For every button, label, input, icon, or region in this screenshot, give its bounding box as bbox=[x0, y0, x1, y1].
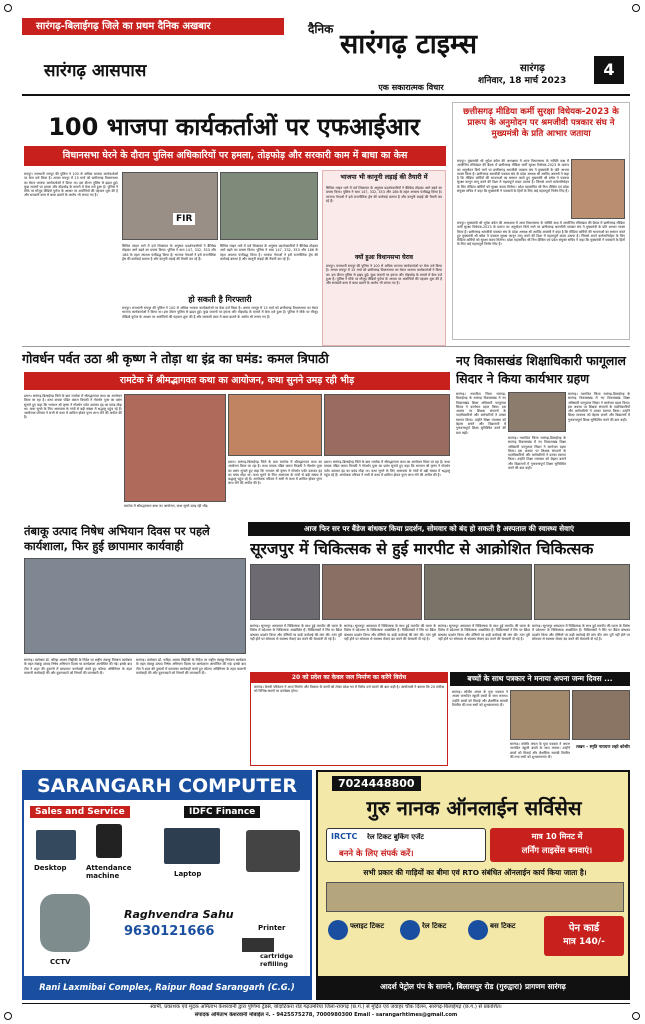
ad-guru-nanak bbox=[316, 770, 630, 1000]
ad-1-subtitle: Sales and Service bbox=[30, 806, 130, 818]
licence-block bbox=[490, 828, 624, 862]
vehicles-photo bbox=[326, 882, 624, 912]
footer-line-2: संपादक अमिताभ केशरवानी मोबाईल नं. - 9425575278, 7000980300 Email - sarangarhtimes@gmail.com bbox=[194, 1012, 458, 1018]
story-2-headline: गोवर्धन पर्वत उठा श्री कृष्ण ने तोड़ा था इंद्र का घमंड: कमल त्रिपाठी bbox=[22, 351, 329, 366]
bjp-box-subheading: क्यों हुआ विधानसभा घेराव bbox=[354, 254, 413, 261]
birthday-photo bbox=[510, 690, 570, 740]
story-6-body-col-1: सारंगढ़। कोसीर अंचल के युवा पत्रकार ने अपना जन्मदिन स्कूली बच्चों के साथ मनाया। उन्होंने बच्चों को मिठाई और शैक्षणिक सामग्री वितरित की तथा सभी को शुभकामनाएं दीं। bbox=[452, 690, 508, 707]
lead-subhead: विधानसभा घेरने के दौरान पुलिस अधिकारियों पर हमला, तोड़फोड़ और सरकारी काम में बाधा का केस bbox=[24, 146, 446, 166]
health-strip: आज फिर सर पर बैंडेज बांधकर किया प्रदर्शन, सोमवार को बंद हो सकती है अस्पताल की स्वास्थ्य सेवाएं bbox=[248, 522, 630, 536]
side-story bbox=[452, 102, 630, 340]
doctors-photo-4 bbox=[534, 564, 630, 620]
masthead-date: शनिवार, 18 मार्च 2023 bbox=[478, 76, 567, 86]
pan-block bbox=[544, 916, 624, 956]
story-2-subhead: रामटेक में श्रीमद्भागवत कथा का आयोजन, कथा सुनने उमड़ रही भीड़ bbox=[24, 372, 450, 390]
dainik-label: दैनिक bbox=[308, 22, 334, 36]
masthead-rule bbox=[22, 94, 630, 96]
story-6-headline: बच्चों के साथ पत्रकार ने मनाया अपना जन्म दिवस ... bbox=[450, 672, 630, 686]
divider bbox=[22, 346, 630, 347]
side-story-photo bbox=[571, 159, 625, 219]
ad-item-laptop: Laptop bbox=[174, 870, 202, 878]
story-3-body-col-3: सारंगढ़। नवगठित जिला सारंगढ़-बिलाईगढ़ के सारंगढ़ विकासखंड में नए विकासखंड शिक्षा अधिकारी फागूलाल सिदार ने कार्यभार ग्रहण किया। इस अवसर पर शिक्षक संगठनों के पदाधिकारियों और कर्मचारियों ने उनका स्वागत किया। उन्होंने शिक्षा व्यवस्था को बेहतर बनाने और विद्यालयों में गुणवत्तापूर्ण शिक्षा सुनिश्चित करने की बात कही। bbox=[568, 392, 630, 422]
bjp-box-body: सिविल लाइन थाने में दर्ज शिकायत के अनुसार प्रदर्शनकारियों ने बैरिकेड तोड़कर आगे बढ़ने का प्रयास किया। पुलिस ने धारा 147, 332, 353 और 186 के तहत अपराध पंजीबद्ध किया है। भाजपा नेताओं ने इसे राजनीतिक द्वेष की कार्रवाई बताया है और कानूनी लड़ाई की तैयारी कर रहे हैं। bbox=[326, 186, 442, 203]
ad-1-title: SARANGARH COMPUTER bbox=[24, 772, 310, 800]
masthead-city: सारंगढ़ bbox=[520, 63, 545, 74]
fir-photo bbox=[122, 172, 218, 240]
ad-2-pan-title: पेन कार्ड bbox=[568, 923, 600, 934]
ad-1-address: Rani Laxmibai Complex, Raipur Road Sarangarh (C.G.) bbox=[24, 976, 310, 998]
journalist-photo bbox=[572, 690, 630, 740]
paper-name: सारंगढ़ टाइम्स bbox=[340, 29, 477, 60]
story-5-body-col-4: सारंगढ़। सूरजपुर अस्पताल में चिकित्सक के साथ हुई मारपीट की घटना के विरोध में प्रदेशभर के चिकित्सक आक्रोशित हैं। चिकित्सकों ने सिर पर बैंडेज बांधकर प्रदर्शन किया और दोषियों पर कड़ी कार्रवाई की मांग की। मांग पूरी नहीं होने पर सोमवार से स्वास्थ्य सेवाएं बंद करने की चेतावनी दी गई है। bbox=[532, 624, 630, 641]
bjp-box-heading: भाजपा भी कानूनी लड़ाई की तैयारी में bbox=[340, 173, 428, 181]
lead-body-col-1: रायपुर। राजधानी रायपुर की पुलिस ने 100 से अधिक भाजपा कार्यकर्ताओं पर केस दर्ज किया है। अनाम रायपुर में 15 मार्च को छत्तीसगढ़ विधानसभा का घेराव भाजपा कार्यकर्ताओं ने किया था। इस दौरान पुलिस से झड़प हुई। कुछ जवानों पर हमला और तोड़फोड़ के मामले में केस दर्ज हुआ है। पुलिस ने मौके पर मौजूद वीडियो फुटेज के आधार पर आरोपियों की पहचान शुरू की है और सरकारी काम में बाधा डालने के आरोप भी लगाए गए हैं। bbox=[24, 172, 118, 198]
section-name: सारंगढ़ आसपास bbox=[44, 61, 147, 81]
registration-mark bbox=[4, 4, 12, 12]
story-5-body-col-3: सारंगढ़। सूरजपुर अस्पताल में चिकित्सक के साथ हुई मारपीट की घटना के विरोध में प्रदेशभर के चिकित्सक आक्रोशित हैं। चिकित्सकों ने सिर पर बैंडेज बांधकर प्रदर्शन किया और दोषियों पर कड़ी कार्रवाई की मांग की। मांग पूरी नहीं होने पर सोमवार से स्वास्थ्य सेवाएं बंद करने की चेतावनी दी गई है। bbox=[438, 624, 530, 641]
side-story-body-2: रायपुर। मुख्यमंत्री श्री भूपेश बघेल की अध्यक्षता में आज विधानसभा के समिति कक्ष में आयोजित मंत्रिमंडल की बैठक में छत्तीसगढ़ मीडिया कर्मी सुरक्षा विधेयक-2023 के प्रारूप का अनुमोदन किये जाने पर छत्तीसगढ़ श्रमजीवी पत्रकार संघ ने मुख्यमंत्री के प्रति आभार व्यक्त किया है। छत्तीसगढ़ श्रमजीवी पत्रकार संघ के प्रदेश अध्यक्ष श्री अरविंद अवस्थी ने कहा है कि मीडिया कर्मियों की भावनाओं का सम्मान करते हुए मुख्यमंत्री श्री बघेल ने पत्रकार सुरक्षा कानून लागू करने की दिशा में महत्वपूर्ण कदम उठाया है। जिससे अपने कर्तव्यनिर्वहन के लिए मीडिया कर्मियों को सुरक्षा कवच मिलेगा। प्रदेश महासचिव श्री निथ दीक्षित एवं प्रदेश संयुक्त सचिव ने कहा कि मुख्यमंत्री ने पत्रकारों के हितों के लिए कई महत्वपूर्ण निर्णय लिए हैं। bbox=[457, 221, 625, 247]
ad-2-pan-price: मात्र 140/- bbox=[563, 937, 605, 947]
ad-item-cartridge: cartridge refilling bbox=[260, 952, 294, 968]
top-banner: सारंगढ़-बिलाईगढ़ जिले का प्रथम दैनिक अखबार bbox=[22, 18, 284, 35]
tobacco-photo bbox=[24, 558, 246, 654]
story-6-body-col-2: सारंगढ़। कोसीर अंचल के युवा पत्रकार ने अपना जन्मदिन स्कूली बच्चों के साथ मनाया। उन्होंने बच्चों को मिठाई और शैक्षणिक सामग्री वितरित की तथा सभी को शुभकामनाएं दीं। bbox=[510, 742, 570, 759]
katha-photo-3 bbox=[324, 394, 450, 456]
ad-2-phone: 7024448800 bbox=[332, 776, 421, 791]
katha-photo-2 bbox=[228, 394, 322, 456]
ad-2-title: गुरु नानक ऑनलाईन सर्विसेस bbox=[366, 796, 582, 820]
ad-sarangarh-computer bbox=[22, 770, 312, 1000]
fir-label: FIR bbox=[173, 213, 195, 225]
lead-body-col-2: सिविल लाइन थाने में दर्ज शिकायत के अनुसार प्रदर्शनकारियों ने बैरिकेड तोड़कर आगे बढ़ने का प्रयास किया। पुलिस ने धारा 147, 332, 353 और 186 के तहत अपराध पंजीबद्ध किया है। भाजपा नेताओं ने इसे राजनीतिक द्वेष की कार्रवाई बताया है और कानूनी लड़ाई की तैयारी कर रहे हैं। bbox=[122, 244, 216, 261]
bjp-box bbox=[322, 170, 446, 346]
ad-2-service-train: रेल टिकट bbox=[422, 922, 447, 930]
registration-mark bbox=[632, 1012, 640, 1020]
bjp-box-body-2: रायपुर। राजधानी रायपुर की पुलिस ने 100 से अधिक भाजपा कार्यकर्ताओं पर केस दर्ज किया है। अनाम रायपुर में 15 मार्च को छत्तीसगढ़ विधानसभा का घेराव भाजपा कार्यकर्ताओं ने किया था। इस दौरान पुलिस से झड़प हुई। कुछ जवानों पर हमला और तोड़फोड़ के मामले में केस दर्ज हुआ है। पुलिस ने मौके पर मौजूद वीडियो फुटेज के आधार पर आरोपियों की पहचान शुरू की है और सरकारी काम में बाधा डालने के आरोप भी लगाए गए हैं। bbox=[326, 264, 442, 286]
ad-1-phone: 9630121666 bbox=[124, 924, 215, 939]
page-number: 4 bbox=[594, 56, 624, 84]
lead-body-col-3: सिविल लाइन थाने में दर्ज शिकायत के अनुसार प्रदर्शनकारियों ने बैरिकेड तोड़कर आगे बढ़ने का प्रयास किया। पुलिस ने धारा 147, 332, 353 और 186 के तहत अपराध पंजीबद्ध किया है। भाजपा नेताओं ने इसे राजनीतिक द्वेष की कार्रवाई बताया है और कानूनी लड़ाई की तैयारी कर रहे हैं। bbox=[220, 244, 318, 261]
footer-line-1: स्वामी, प्रकाशक एवं मुद्रक अमिताभ केशरवानी द्वारा पुणिमा ट्रेडर्स, बोंदाटिकरा रोड गढ़उमरिया जिला-रायगढ़ (छ.ग.) से मुद्रित एवं जवाहर चौक दिलन, सारंगढ़-बिलाईगढ़ (छ.ग.) से प्रकाशित। bbox=[150, 1004, 502, 1010]
story-3-body-col-1: सारंगढ़। नवगठित जिला सारंगढ़-बिलाईगढ़ के सारंगढ़ विकासखंड में नए विकासखंड शिक्षा अधिकारी फागूलाल सिदार ने कार्यभार ग्रहण किया। इस अवसर पर शिक्षक संगठनों के पदाधिकारियों और कर्मचारियों ने उनका स्वागत किया। उन्होंने शिक्षा व्यवस्था को बेहतर बनाने और विद्यालयों में गुणवत्तापूर्ण शिक्षा सुनिश्चित करने की बात कही। bbox=[456, 392, 506, 435]
ad-2-vehicle-line: सभी प्रकार की गाड़ियों का बीमा एवं RTO संबंधित ऑनलाईन कार्य किया जाता है। bbox=[363, 868, 587, 877]
story-6-byline: लखन – स्मृति नारायण लहरे कोसीर bbox=[576, 744, 630, 749]
side-story-headline: छत्तीसगढ़ मीडिया कर्मी सुरक्षा विधेयक-2023 के प्रारूप के अनुमोदन पर श्रमजीवी पत्रकार संघ ने मुख्यमंत्री के प्रति आभार जताया bbox=[463, 107, 619, 139]
katha-photo-1 bbox=[124, 394, 226, 502]
printer-icon bbox=[246, 830, 300, 872]
bus-icon bbox=[468, 920, 488, 940]
story-4-body-col-2: सारंगढ़। कलेक्टर डॉ. फरिहा आलम सिद्दीकी के निर्देश पर राष्ट्रीय तंबाकू नियंत्रण कार्यक्रम के तहत तंबाकू उत्पाद निषेध अभियान दिवस पर कार्यशाला आयोजित की गई। इसके बाद टीम ने शहर की दुकानों में छापामार कार्यवाही करते हुए कोटपा अधिनियम के तहत चालानी कार्यवाही की और दुकानदारों को नियमों की जानकारी दी। bbox=[136, 658, 246, 675]
katha-caption: रामटेक में श्रीमद्भागवत कथा का आयोजन, कथा सुनने उमड़ रही भीड़ bbox=[124, 504, 208, 508]
ad-2-licence-line-1: मात्र 10 मिनट में bbox=[531, 832, 583, 841]
desktop-icon bbox=[36, 830, 76, 860]
ad-2-address: आदर्श पेट्रोल पंप के सामने, बिलासपुर रोड (गुरुद्वारा) प्रागणम सारंगढ़ bbox=[318, 976, 628, 998]
flight-icon bbox=[328, 920, 348, 940]
ad-1-owner: Raghvendra Sahu bbox=[124, 908, 234, 921]
ad-2-licence-line-2: लर्निंग लाइसेंस बनवाएं। bbox=[521, 845, 593, 855]
story-2-body-col-1: डभरा। सारंगढ़-बिलाईगढ़ जिले के ग्राम रामटेक में श्रीमद्भागवत कथा का आयोजन किया जा रहा है। कथा वाचक पंडित कमल त्रिपाठी ने गोवर्धन पूजा का प्रसंग सुनाते हुए कहा कि भगवान श्री कृष्ण ने गोवर्धन पर्वत उठाकर इंद्र का घमंड तोड़ा था। कथा सुनने के लिए आसपास के गांवों से बड़ी संख्या में श्रद्धालु पहुंच रहे हैं। आयोजक परिवार ने सभी से कथा में शामिल होकर पुण्य लाभ लेने की अपील की है। bbox=[24, 394, 122, 420]
ad-2-irctc-line-2: बनने के लिए संपर्क करें। bbox=[339, 848, 414, 858]
story-5-body-col-1: सारंगढ़। सूरजपुर अस्पताल में चिकित्सक के साथ हुई मारपीट की घटना के विरोध में प्रदेशभर के चिकित्सक आक्रोशित हैं। चिकित्सकों ने सिर पर बैंडेज बांधकर प्रदर्शन किया और दोषियों पर कड़ी कार्रवाई की मांग की। मांग पूरी नहीं होने पर सोमवार से स्वास्थ्य सेवाएं बंद करने की चेतावनी दी गई है। bbox=[250, 624, 342, 641]
cartridge-icon bbox=[242, 938, 274, 952]
story-4-headline: तंबाकू उत्पाद निषेध अभियान दिवस पर पहले कार्यशाला, फिर हुई छापामार कार्यवाही bbox=[24, 524, 210, 553]
lead-headline: 100 भाजपा कार्यकर्ताओं पर एफआईआर bbox=[48, 113, 420, 141]
arrest-heading: हो सकती है गिरफ्तारी bbox=[188, 295, 252, 304]
beo-photo bbox=[508, 392, 566, 432]
ad-2-irctc-label: IRCTC bbox=[331, 832, 358, 841]
tagline: एक सकारात्मक विचार bbox=[378, 83, 444, 92]
registration-mark bbox=[4, 1012, 12, 1020]
irctc-block bbox=[326, 828, 486, 862]
story-5-body-col-2: सारंगढ़। सूरजपुर अस्पताल में चिकित्सक के साथ हुई मारपीट की घटना के विरोध में प्रदेशभर के चिकित्सक आक्रोशित हैं। चिकित्सकों ने सिर पर बैंडेज बांधकर प्रदर्शन किया और दोषियों पर कड़ी कार्रवाई की मांग की। मांग पूरी नहीं होने पर सोमवार से स्वास्थ्य सेवाएं बंद करने की चेतावनी दी गई है। bbox=[344, 624, 436, 641]
doctors-photo-1 bbox=[250, 564, 320, 620]
doctors-photo-2 bbox=[322, 564, 422, 620]
lead-body-col-4: रायपुर। राजधानी रायपुर की पुलिस ने 100 से अधिक भाजपा कार्यकर्ताओं पर केस दर्ज किया है। अनाम रायपुर में 15 मार्च को छत्तीसगढ़ विधानसभा का घेराव भाजपा कार्यकर्ताओं ने किया था। इस दौरान पुलिस से झड़प हुई। कुछ जवानों पर हमला और तोड़फोड़ के मामले में केस दर्ज हुआ है। पुलिस ने मौके पर मौजूद वीडियो फुटेज के आधार पर आरोपियों की पहचान शुरू की है और सरकारी काम में बाधा डालने के आरोप भी लगाए गए हैं। bbox=[122, 306, 318, 319]
side-story-body: रायपुर। मुख्यमंत्री श्री भूपेश बघेल की अध्यक्षता में आज विधानसभा के समिति कक्ष में आयोजित मंत्रिमंडल की बैठक में छत्तीसगढ़ मीडिया कर्मी सुरक्षा विधेयक-2023 के प्रारूप का अनुमोदन किये जाने पर छत्तीसगढ़ श्रमजीवी पत्रकार संघ ने मुख्यमंत्री के प्रति आभार व्यक्त किया है। छत्तीसगढ़ श्रमजीवी पत्रकार संघ के प्रदेश अध्यक्ष श्री अरविंद अवस्थी ने कहा है कि मीडिया कर्मियों की भावनाओं का सम्मान करते हुए मुख्यमंत्री श्री बघेल ने पत्रकार सुरक्षा कानून लागू करने की दिशा में महत्वपूर्ण कदम उठाया है। जिससे अपने कर्तव्यनिर्वहन के लिए मीडिया कर्मियों को सुरक्षा कवच मिलेगा। प्रदेश महासचिव श्री निथ दीक्षित एवं प्रदेश संयुक्त सचिव ने कहा कि मुख्यमंत्री ने पत्रकारों के हितों के लिए कई महत्वपूर्ण निर्णय लिए हैं। bbox=[457, 159, 569, 194]
story-3-body-col-2: सारंगढ़। नवगठित जिला सारंगढ़-बिलाईगढ़ के सारंगढ़ विकासखंड में नए विकासखंड शिक्षा अधिकारी फागूलाल सिदार ने कार्यभार ग्रहण किया। इस अवसर पर शिक्षक संगठनों के पदाधिकारियों और कर्मचारियों ने उनका स्वागत किया। उन्होंने शिक्षा व्यवस्था को बेहतर बनाने और विद्यालयों में गुणवत्तापूर्ण शिक्षा सुनिश्चित करने की बात कही। bbox=[508, 436, 566, 471]
ad-2-service-flight: फ्लाइट टिकट bbox=[350, 922, 385, 930]
story-2-body-col-2: डभरा। सारंगढ़-बिलाईगढ़ जिले के ग्राम रामटेक में श्रीमद्भागवत कथा का आयोजन किया जा रहा है। कथा वाचक पंडित कमल त्रिपाठी ने गोवर्धन पूजा का प्रसंग सुनाते हुए कहा कि भगवान श्री कृष्ण ने गोवर्धन पर्वत उठाकर इंद्र का घमंड तोड़ा था। कथा सुनने के लिए आसपास के गांवों से बड़ी संख्या में श्रद्धालु पहुंच रहे हैं। आयोजक परिवार ने सभी से कथा में शामिल होकर पुण्य लाभ लेने की अपील की है। bbox=[228, 460, 322, 486]
jal-inset bbox=[250, 672, 448, 766]
story-4-body-col-1: सारंगढ़। कलेक्टर डॉ. फरिहा आलम सिद्दीकी के निर्देश पर राष्ट्रीय तंबाकू नियंत्रण कार्यक्रम के तहत तंबाकू उत्पाद निषेध अभियान दिवस पर कार्यशाला आयोजित की गई। इसके बाद टीम ने शहर की दुकानों में छापामार कार्यवाही करते हुए कोटपा अधिनियम के तहत चालानी कार्यवाही की और दुकानदारों को नियमों की जानकारी दी। bbox=[24, 658, 132, 675]
laptop-icon bbox=[164, 828, 220, 864]
attendance-machine-icon bbox=[96, 824, 122, 858]
story-3-headline: नए विकासखंड शिक्षाधिकारी फागूलाल सिदार ने किया कार्यभार ग्रहण bbox=[456, 353, 626, 386]
ad-1-finance: IDFC Finance bbox=[184, 806, 260, 818]
jal-inset-heading: 20 को प्रदेश का केवल जल निर्माण का करेंगे विरोध bbox=[251, 673, 447, 683]
ad-item-attendance: Attendance machine bbox=[86, 864, 132, 880]
cctv-icon bbox=[40, 894, 90, 952]
protest-photo bbox=[220, 172, 318, 240]
ad-2-service-bus: बस टिकट bbox=[490, 922, 516, 930]
story-5-headline: सूरजपुर में चिकित्सक से हुई मारपीट से आक्रोशित चिकित्सक bbox=[250, 540, 594, 558]
registration-mark bbox=[632, 4, 640, 12]
doctors-photo-3 bbox=[424, 564, 532, 620]
ad-item-printer: Printer bbox=[258, 924, 286, 932]
jal-inset-body: सारंगढ़। केसरी परिवेशन ने आज निर्माण और विकास के कार्यों को लेकर प्रदेश भर में विरोध दर्ज कराने की बात कही है। आयोजकों ने बताया कि 20 तारीख को विभिन्न स्थानों पर कार्यक्रम होगा। bbox=[254, 685, 444, 694]
ad-item-desktop: Desktop bbox=[34, 864, 67, 872]
story-2-body-col-3: डभरा। सारंगढ़-बिलाईगढ़ जिले के ग्राम रामटेक में श्रीमद्भागवत कथा का आयोजन किया जा रहा है। कथा वाचक पंडित कमल त्रिपाठी ने गोवर्धन पूजा का प्रसंग सुनाते हुए कहा कि भगवान श्री कृष्ण ने गोवर्धन पर्वत उठाकर इंद्र का घमंड तोड़ा था। कथा सुनने के लिए आसपास के गांवों से बड़ी संख्या में श्रद्धालु पहुंच रहे हैं। आयोजक परिवार ने सभी से कथा में शामिल होकर पुण्य लाभ लेने की अपील की है। bbox=[324, 460, 450, 477]
train-icon bbox=[400, 920, 420, 940]
ad-item-cctv: CCTV bbox=[50, 958, 71, 966]
ad-2-irctc-line-1: रेल टिकट बुकिंग एजेंट bbox=[367, 833, 424, 841]
